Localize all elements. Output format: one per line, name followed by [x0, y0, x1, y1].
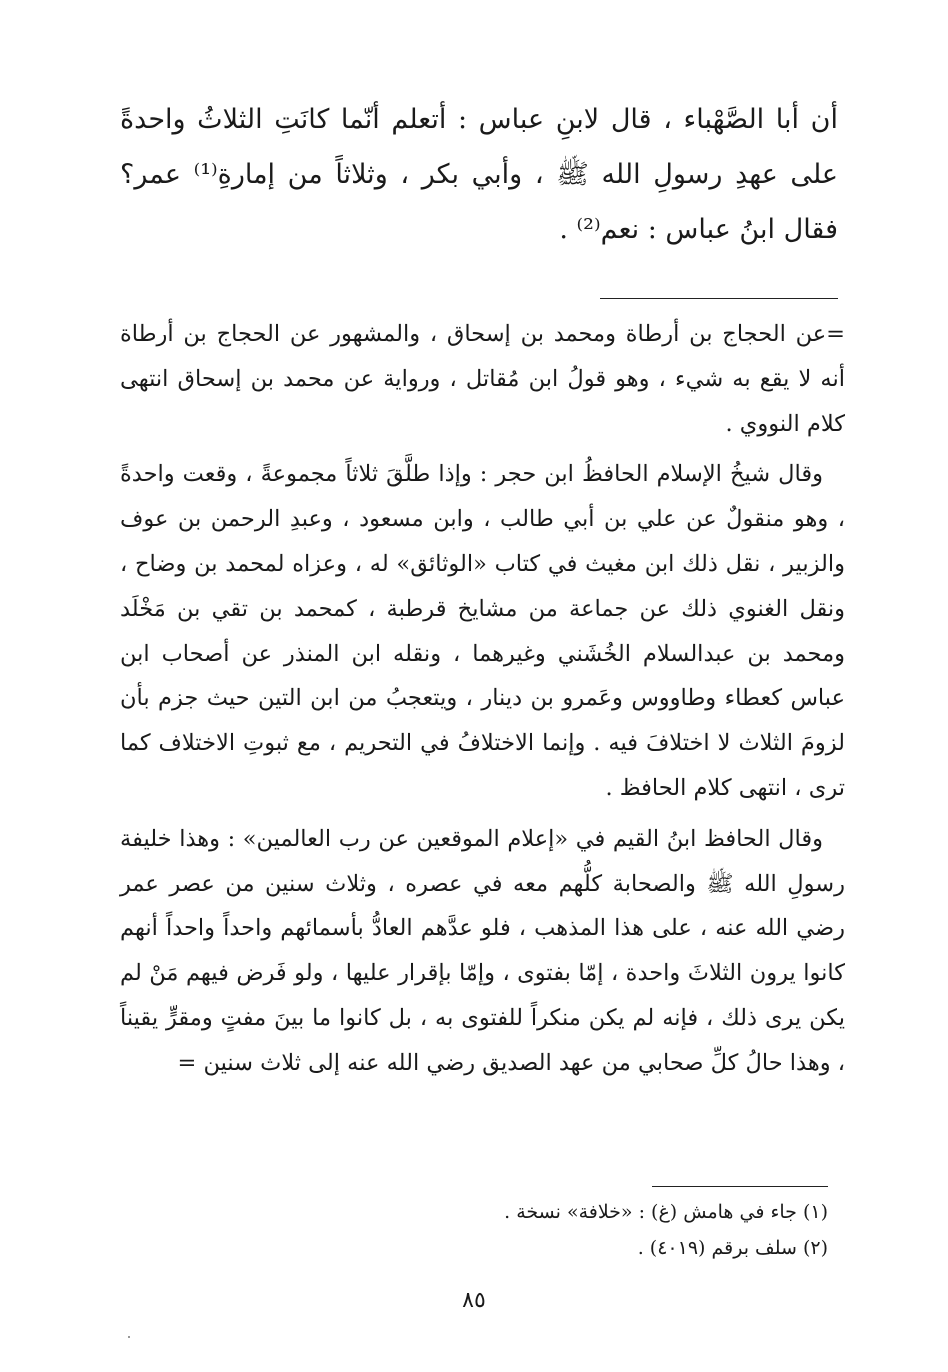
footnote-separator-top: [600, 298, 838, 299]
scan-speck: [128, 1336, 130, 1338]
footnotes: [300, 1194, 828, 1266]
note-paragraph-1: =عن الحجاج بن أرطاة ومحمد بن إسحاق ، والمشهور عن الحجاج بن أرطاة أنه لا يقع به شيء ، وهو قولُ ابن مُقاتل ، ورواية عن محمد بن إسحاق انتهى كلام النووي .: [120, 321, 845, 437]
footnote-2: (٢) سلف برقم (٤٠١٩) .: [637, 1237, 828, 1259]
note-paragraph-3: وقال الحافظ ابنُ القيم في «إعلام الموقعين عن رب العالمين» : وهذا خليفة رسولِ الله ﷺ والصحابة كلُّهم معه في عصره ، وثلاث سنين من عصر عمر رضي الله عنه ، على هذا المذهب ، فلو عدَّهم العادُّ بأسمائهم واحداً واحداً أنهم كانوا يرون الثلاثَ واحدة ، إمّا بفتوى ، وإمّا بإقرار عليها ، ولو فَرض فيهم مَنْ لم يكن يرى ذلك ، فإنه لم يكن منكراً للفتوى به ، بل كانوا ما بينَ مفتٍ ومقرٍّ يقيناً ، وهذا حالُ كلِّ صحابي من عهد الصديق رضي الله عنه إلى ثلاث سنين =: [120, 825, 845, 1076]
main-text-block: [120, 92, 838, 257]
footnote-separator-bottom: [652, 1186, 828, 1187]
note-paragraph-2: وقال شيخُ الإسلام الحافظُ ابن حجر : وإذا طلَّقَ ثلاثاً مجموعةً ، وقعت واحدةً ، وهو منقولٌ عن علي بن أبي طالب ، وابن مسعود ، وعبدِ الرحمن بن عوف والزبير ، نقل ذلك ابن مغيث في كتاب «الوثائق» له ، وعزاه لمحمد بن وضاح ، ونقل الغنوي ذلك عن جماعة من مشايخ قرطبة ، كمحمد بن تقي بن مَخْلَد ومحمد بن عبدالسلام الخُشَني وغيرهما ، ونقله ابن المنذر عن أصحاب ابن عباس كعطاء وطاووس وعَمرو بن دينار ، ويتعجبُ من ابن التين حيث جزم بأن لزومَ الثلاث لا اختلافَ فيه . وإنما الاختلافُ في التحريم ، مع ثبوتِ الاختلاف كما ترى ، انتهى كلام الحافظ .: [120, 461, 845, 801]
main-paragraph: أن أبا الصَّهْباء ، قال لابنِ عباس : أتعلم أنّما كانَتِ الثلاثُ واحدةً على عهدِ رسولِ الله ﷺ ، وأبي بكر ، وثلاثاً من إمارةِ⁽¹⁾ عمر؟ فقال ابنُ عباس : نعم⁽²⁾ .: [120, 104, 838, 245]
page-number: ٨٥: [462, 1288, 486, 1313]
continued-note-block: [120, 312, 845, 1086]
footnote-1: (١) جاء في هامش (غ) : «خلافة» نسخة .: [504, 1201, 828, 1223]
